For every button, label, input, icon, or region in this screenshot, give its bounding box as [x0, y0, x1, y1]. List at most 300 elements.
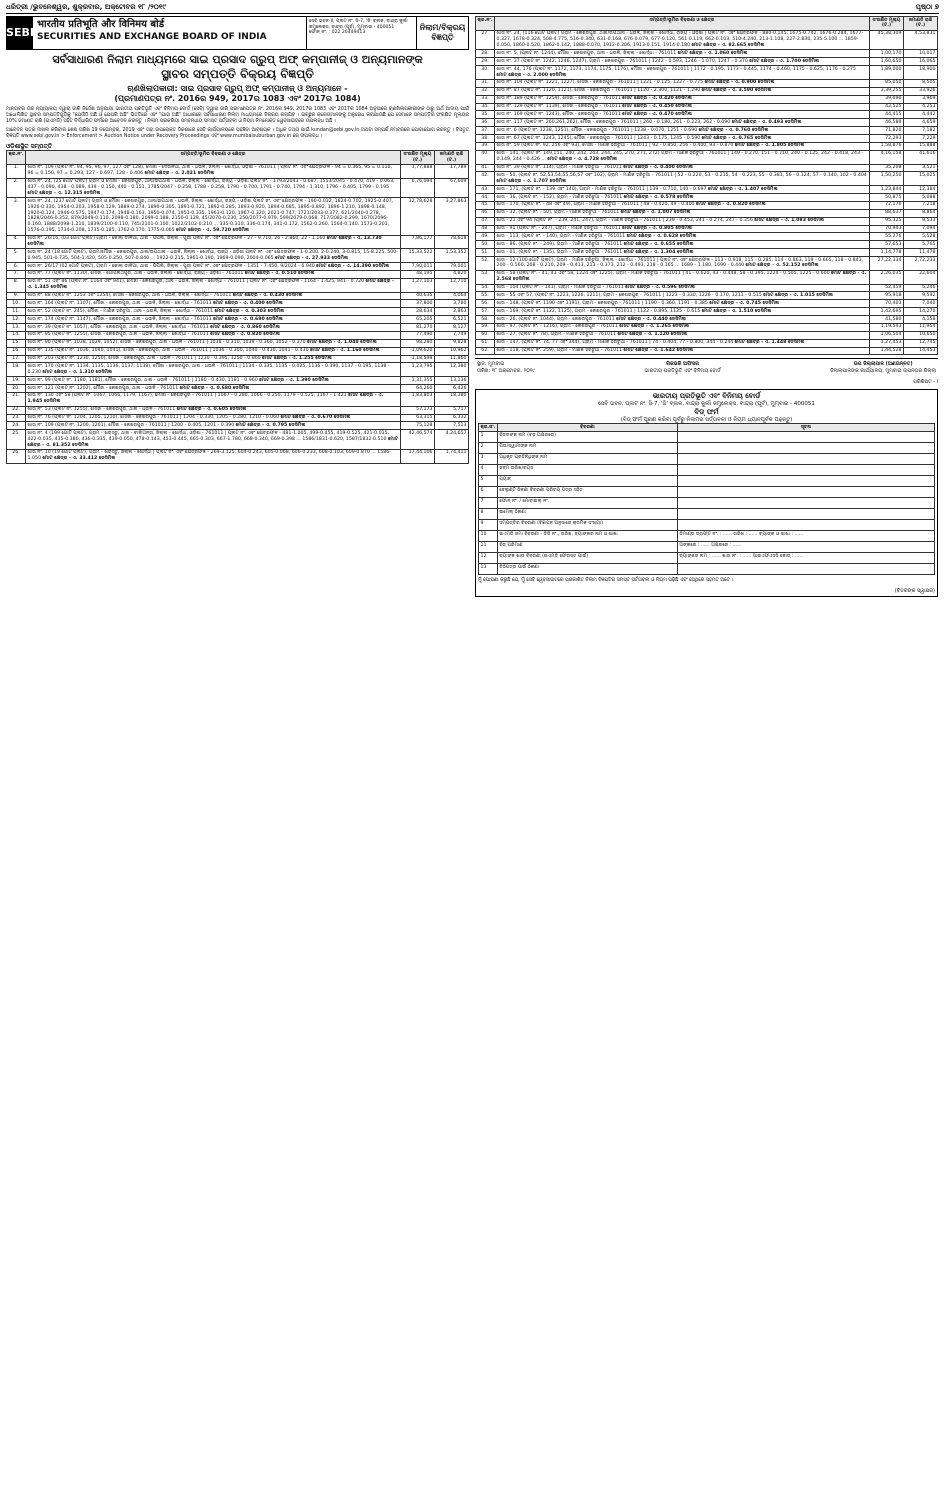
recovery-officer-org: ଭାରତୀୟ ପ୍ରତିଭୂତି ଏବଂ ବିନିମୟ ବୋର୍ଡ	[644, 367, 721, 374]
emd-amount: 9,828	[435, 339, 469, 347]
property-row	[7, 392, 469, 406]
reserve-price: 32,78,628	[401, 198, 435, 235]
property-row	[7, 270, 469, 278]
form-address: ସେବି ଭବନ, ପ୍ଲଟ ନଂ. ସି-7, 'ଜି' ବ୍ଲକ, ବାନ୍ଦ୍ରା କୁର୍ଲା କମ୍ପ୍ଲେକ୍ସ, ବାନ୍ଦ୍ରା (ପୂର୍ବ), ମୁମ୍ବାଇ - 400051	[598, 400, 815, 407]
property-desc-text: ଖାତା ନଂ. 4 (199 ଗୋଟି ପ୍ଲଟ), ଗ୍ରାମ - ଖରାସ୍ତୁ, ଥାନା - ବାଲିଅନ୍ତା, ଜିଲ୍ଲା - ଖୋର୍ଦ୍ଧା, ଓଡ଼ିଶା - 761011 | ପ୍ଲଟ ନଂ. ଏବଂ କ୍ଷେତ୍ରଫଳ - 481-1.005, 499-0.455, 419-0.525, 421-0.035, 422-0.035, 435-0.380, 436-0.335, 439-0.050, 478-0.143, 453-0.445, 665-0.303, 667-1.780, 668-0.340, 669-0.398 ... 1586/1831-0.620, 1587/1832-0.510	[27, 430, 390, 442]
emd-amount: 1,53,352	[435, 249, 469, 263]
property-sl: 50.	[476, 241, 495, 249]
form-row	[479, 531, 935, 542]
reserve-price: 1,83,803	[401, 392, 435, 406]
property-sl: 8.	[7, 278, 26, 292]
reserve-price: 35,208	[870, 164, 904, 172]
form-value-field[interactable]	[677, 454, 934, 465]
form-sl: 6	[479, 487, 498, 498]
reserve-price: 1,50,250	[870, 172, 904, 186]
form-value-field[interactable]	[677, 509, 934, 520]
property-sl: 34.	[476, 103, 495, 111]
property-desc	[495, 217, 870, 225]
property-desc-text: ଖାତା - 21 ଏବଂ 94 (ପ୍ଲଟ ନଂ. - 239, 241, 247), ଗ୍ରାମ - ମାଣିକ ହରିଚୁଆ - 761011 | 239 - 0.453, 241 - 0.274, 247 - 0.356	[496, 218, 753, 224]
property-total-area: ମୋଟ କ୍ଷେତ୍ର - ଏ. 1.805 ଡେସିମିଲ	[734, 143, 805, 149]
reserve-price: 1,27,103	[401, 278, 435, 292]
reserve-price: 1,00,170	[870, 50, 904, 58]
property-desc	[26, 385, 401, 393]
property-row	[476, 50, 938, 58]
emd-amount: 18,380	[435, 392, 469, 406]
property-desc-text: ଖାତା ନଂ. 203 (ପ୍ଲଟ ନଂ. 1230, 1250), ମୌଜା - କେଶରପୁର, ଥାନା - ଧଉଳି - 761011 | 1230 - 0.395, 1250 - 0.860	[27, 356, 261, 362]
emd-amount: 5,765	[904, 241, 938, 249]
property-desc	[26, 270, 401, 278]
emd-amount: 3,969	[904, 95, 938, 103]
form-value-field[interactable]	[677, 487, 934, 498]
property-row	[476, 257, 938, 271]
property-desc	[26, 178, 401, 198]
property-sl: 29.	[476, 58, 495, 66]
form-label: ପ୍ୟାନ୍	[497, 476, 677, 487]
property-row	[7, 316, 469, 324]
property-desc	[495, 111, 870, 119]
property-total-area: ମୋଟ କ୍ଷେତ୍ର - ଏ. 0.655 ଡେସିମିଲ	[623, 241, 694, 247]
form-label: ବିଡରଙ୍କ ନାମ (ବଡ଼ ଅକ୍ଷରରେ)	[497, 432, 677, 443]
bid-form	[475, 389, 938, 597]
property-sl: 2.	[7, 178, 26, 198]
form-value-field[interactable]	[677, 520, 934, 531]
form-row	[479, 454, 935, 465]
property-desc	[495, 119, 870, 127]
property-desc-text: ଖାତା ନଂ. 95 (ପ୍ଲଟ ନଂ. 1255), ମୌଜା - କେଶରପୁର, ଥାନା - ଧଉଳି, ଜିଲ୍ଲା - ଖୋର୍ଦ୍ଧା - 761011	[27, 332, 209, 338]
property-desc	[26, 449, 401, 463]
place-text: ସ୍ଥାନ: ମୁମ୍ବାଇ	[477, 361, 505, 368]
property-total-area: ମୋଟ କ୍ଷେତ୍ର - ଏ. 4.728 ଡେସିମିଲ	[547, 157, 618, 163]
property-row	[476, 164, 938, 172]
property-row	[7, 178, 469, 198]
property-desc-text: ଖାତା - 55 ଏବଂ 57, (ପ୍ଲଟ ନଂ. 1223, 1226, 1211), ଗ୍ରାମ - କେଶରପୁର - 761011 | 1223 - 0.330, 1226 - 0.170, 1211 - 0.515	[496, 292, 762, 298]
property-row	[7, 406, 469, 414]
form-value-field[interactable]	[677, 476, 934, 487]
property-total-area: ମୋଟ କ୍ଷେତ୍ର - ଏ. 1.700 ଡେସିମିଲ	[749, 58, 820, 64]
property-total-area: ମୋଟ କ୍ଷେତ୍ର - ଏ. 59.720 ଡେସିମିଲ	[176, 228, 250, 234]
property-desc-text: ଖାତା - 118, (ପ୍ଲଟ ନଂ. 259), ଗ୍ରାମ - ମାଣିକ ହରିଚୁଆ - 761011	[496, 348, 623, 353]
property-total-area: ମୋଟ କ୍ଷେତ୍ର - ଏ. 2.000 ଡେସିମିଲ	[496, 72, 567, 78]
emd-amount: 10,962	[435, 347, 469, 355]
property-desc	[495, 79, 870, 87]
emd-amount: 4,253	[904, 103, 938, 111]
property-total-area: ମୋଟ କ୍ଷେତ୍ର - ଏ. 14.390 ଡେସିମିଲ	[316, 263, 390, 269]
property-total-area: ମୋଟ କ୍ଷେତ୍ର - ଏ. 0.795 ଡେସିମିଲ	[235, 422, 306, 428]
property-total-area: ମୋଟ କ୍ଷେତ୍ର - ଏ. 3.590 ଡେସିମିଲ	[701, 88, 772, 94]
page-number: ପୃଷ୍ଠା ୭	[915, 3, 939, 12]
form-value-field[interactable]: ବ୍ୟାଙ୍କର ନାମ : ...... ଖାତା ନଂ. : ...... ଆଇଏଫଏସସି କୋଡ୍ : ......	[677, 553, 934, 564]
property-sl: 49.	[476, 233, 495, 241]
property-desc-text: ଖାତା ନଂ. 135 (ପ୍ଲଟ ନଂ. 1036, 1040, 1041), ମୌଜା - କେଶରପୁର, ଥାନା - ଧଉଳି - 761011 | 1036 - 0.300, 1040 - 0.430, 1041 - 0.430	[27, 348, 309, 354]
property-row	[7, 422, 469, 430]
property-desc-text: ଖାତା - 113, (ପ୍ଲଟ ନଂ. - 140), ଗ୍ରାମ - ମାଣିକ ହରିଚୁଆ - 761011	[496, 233, 626, 239]
property-sl: 6.	[7, 263, 26, 271]
property-row	[476, 66, 938, 80]
property-row	[7, 292, 469, 300]
reserve-price: 39,690	[870, 95, 904, 103]
emd-amount: 33,926	[904, 87, 938, 95]
reserve-price: 72,293	[870, 135, 904, 143]
property-total-area: ମୋଟ କ୍ଷେତ୍ର - ଏ. 1.510 ଡେସିମିଲ	[701, 308, 772, 314]
form-sl: 7	[479, 498, 498, 509]
form-value-field[interactable]	[677, 465, 934, 476]
property-sl: 40.	[476, 150, 495, 164]
form-row	[479, 432, 935, 443]
form-value-field[interactable]	[677, 443, 934, 454]
property-sl: 13.	[7, 324, 26, 332]
property-desc-text: ଖାତା - 147, (ପ୍ଲଟ ନଂ. 74, 77 ଏବଂ 344), ଗ୍ରାମ - ମାଣିକ ହରିଚୁଆ - 761011 | 74 - 0.404, 77 - 0.800, 344 - 0.244	[496, 340, 734, 346]
reserve-price: 70,403	[870, 300, 904, 308]
property-sl: 48.	[476, 225, 495, 233]
reserve-price: 1,77,888	[401, 164, 435, 178]
property-sl: 26.	[7, 449, 26, 463]
emd-amount: 5,246	[904, 284, 938, 292]
property-sl: 62.	[476, 347, 495, 355]
signature-block	[475, 358, 938, 376]
property-desc	[495, 186, 870, 194]
property-total-area: ମୋଟ କ୍ଷେତ୍ର - ଏ. 0.628 ଡେସିମିଲ	[626, 233, 697, 239]
emd-amount: 4,442	[904, 111, 938, 119]
property-total-area: ମୋଟ କ୍ଷେତ୍ର - ଏ. 0.470 ଡେସିମିଲ	[622, 111, 692, 117]
property-row	[476, 225, 938, 233]
property-desc	[495, 194, 870, 202]
property-desc-text: ଖାତା - 148, (ପ୍ଲଟ ନଂ. 1190 ଏବଂ 1191), ଗ୍ରାମ - କେଶରପୁର - 761011 | 1190 - 0.360, 1191 - 0.385	[496, 300, 708, 306]
emd-amount: 4,53,831	[904, 30, 938, 50]
form-sl: 2	[479, 443, 498, 454]
sebi-logo: SEBI	[7, 17, 33, 49]
property-desc	[26, 392, 401, 406]
property-desc-text: ଖାତା - 141, (ପ୍ଲଟ ନଂ. 149,151, 240, 242, 243, 244, 245, 270, 271, 272) ଗ୍ରାମ - ମାଣିକ ହରିଚୁଆ - 761011 | 149 - 0.270, 151 - 0.710, 240 - 0.125, 242 - 0.418, 243 - 0.149, 244 - 0.426 ...	[496, 151, 864, 163]
property-row	[7, 164, 469, 178]
property-desc-text: ଖାତା ନଂ. 52 (ପ୍ଲଟ ନଂ. 245), ମୌଜା - ମାଣିକ ହରିଚୁଆ, ଥାନା - ଧଉଳି, ଜିଲ୍ଲା - ଖୋର୍ଦ୍ଧା - 761011	[27, 308, 214, 314]
property-desc	[26, 249, 401, 263]
form-label: ଚିଠିପତ୍ର ପାଇଁ ଠିକଣା	[497, 564, 677, 575]
emd-amount: 3,27,863	[435, 198, 469, 235]
reserve-price: 85,050	[870, 79, 904, 87]
property-row	[7, 249, 469, 263]
property-total-area: ମୋଟ କ୍ଷେତ୍ର - ଏ. 1.007 ଡେସିମିଲ	[620, 210, 691, 216]
property-sl: 9.	[7, 292, 26, 300]
col-sl: କ୍ର.ନଂ.	[476, 17, 495, 31]
property-total-area: ମୋଟ କ୍ଷେତ୍ର - ଏ. 1.265 ଡେସିମିଲ	[619, 324, 690, 330]
property-desc-text: ଖାତା ନଂ. 5, (ପ୍ଲଟ ନଂ. 1244), ମୌଜା - କେଶରପୁର, ଥାନା - ଧଉଳି, ଜିଲ୍ଲା - ଖୋର୍ଦ୍ଧା - 761011	[496, 50, 677, 56]
property-row	[476, 209, 938, 217]
emd-amount: 5,528	[904, 233, 938, 241]
form-sl: 3	[479, 454, 498, 465]
form-sl: 5	[479, 476, 498, 487]
property-sl: 54.	[476, 284, 495, 292]
form-row	[479, 542, 935, 553]
reserve-price: 55,276	[870, 233, 904, 241]
property-total-area: ମୋଟ କ୍ଷେତ୍ର - ଏ. 1.083 ଡେସିମିଲ	[754, 218, 825, 224]
property-row	[476, 316, 938, 324]
property-desc	[495, 95, 870, 103]
emd-amount: 10,017	[904, 50, 938, 58]
sebi-address	[306, 17, 416, 49]
property-desc-text: ଖାତା ନଂ. 174 (ପ୍ଲଟ ନଂ. 1147), ମୌଜା - କେଶରପୁର, ଥାନା - ଧଉଳି, ଜିଲ୍ଲା - ଖୋର୍ଦ୍ଧା - 761011	[27, 316, 212, 322]
property-sl: 14.	[7, 331, 26, 339]
property-total-area: ମୋଟ କ୍ଷେତ୍ର - ଏ. 0.860 ଡେସିମିଲ	[210, 324, 280, 330]
emd-amount: 11,954	[904, 323, 938, 331]
reserve-price: 1,31,355	[401, 377, 435, 385]
property-row	[7, 385, 469, 393]
property-sl: 41.	[476, 164, 495, 172]
reserve-price: 1,18,598	[401, 355, 435, 363]
form-label: ବେଲୁଣ୍ଟି ଠିକଣା ବିବରଣୀ ପରିଚୟ ପତ୍ର ସହିତ	[497, 487, 677, 498]
form-row	[479, 443, 935, 454]
property-row	[476, 331, 938, 339]
signature-left	[477, 361, 535, 374]
property-row	[7, 278, 469, 292]
property-desc-text: ଖାତା ନଂ. 24, (25 ଗୋଟି ପ୍ଲଟ) ଗ୍ରାମ ଓ ମୌଜା - କେଶରପୁର, ଥାନା/ଉପଥାନା - ଧଉଳି, ଜିଲ୍ଲା - ଖୋର୍ଦ୍ଧା, ରାଜ୍ୟ - ଓଡ଼ିଶା ପ୍ଲଟ ନଂ. - 1793/2043 - 0.687, 1553/2045 - 0.470, 419 - 0.063, 437 - 0.090, 438 - 0.089, 439 - 0.150, 440 - 0.151, 1785/2047 - 0.258, 1788 - 0.258, 1790 - 0.700, 1791 - 0.740, 1794 - 1.310, 1796 - 0.405, 1799 - 0.195	[27, 179, 395, 191]
property-sl: 28.	[476, 50, 495, 58]
property-row	[476, 241, 938, 249]
reserve-price: 44,415	[870, 111, 904, 119]
property-total-area: ମୋଟ କ୍ଷେତ୍ର - ଏ. 1.304 ଡେସିମିଲ	[623, 249, 694, 255]
property-desc-text: ଖାତା ନଂ. 67 (ପ୍ଲଟ ନଂ. 1243, 1245), ମୌଜା - କେଶରପୁର - 761011 | 1243 - 0.175, 1245 - 0.590	[496, 135, 701, 141]
property-row	[476, 323, 938, 331]
property-sl: 25.	[7, 430, 26, 450]
reserve-price: 1,89,000	[870, 66, 904, 80]
property-desc	[495, 150, 870, 164]
right-column	[475, 16, 938, 1496]
property-desc	[495, 331, 870, 339]
form-row	[479, 498, 935, 509]
property-total-area: ମୋଟ କ୍ଷେତ୍ର - ଏ. 1.448 ଡେସିମିଲ	[734, 340, 805, 346]
property-desc-text: ଖାତା - 104 (ପ୍ଲଟ ନଂ. - 141), ଗ୍ରାମ - ମାଣିକ ହରିଚୁଆ - 761011	[496, 285, 624, 290]
emd-amount: 41,616	[904, 150, 938, 164]
reserve-price: 15,33,522	[401, 249, 435, 263]
reserve-price: 81,270	[401, 324, 435, 332]
property-desc-text: ଖାତା ନଂ. 6 (ପ୍ଲଟ ନଂ. 1238, 1251), ମୌଜା - କେଶରପୁର - 761011 | 1238 - 0.070, 1251 - 0.690	[496, 127, 698, 133]
property-sl: 60.	[476, 331, 495, 339]
emd-amount: 7,513	[435, 422, 469, 430]
intro-paragraph-2: ଆବେଦନ ପତ୍ର ଦାଖଲ କରିବାର ଶେଷ ତାରିଖ 19 ନଭେମ୍ବର, 2019 ଏବଂ ତାହା ଉପରୋକ୍ତ ଠିକଣାରେ ସେବି କାର୍ଯ୍ୟାଳୟରେ ପହଞ୍ଚିବା ଆବଶ୍ୟକ । ଅଧିକ ତଥ୍ୟ ପାଇଁ kundan@sebi.gov.in ଅଥବା ସମ୍ପର୍କ ନମ୍ବରରେ ଯୋଗାଯୋଗ କରନ୍ତୁ । ବିସ୍ତୃତ ବିଜ୍ଞପ୍ତି www.sebi.gov.in > Enforcement > Auction Notice under Recovery Proceedings ଏବଂ www.mumbaisuburban.gov.in ରେ ଉପଲବ୍ଧ ।	[6, 127, 469, 139]
property-desc-text: ଖାତା ନଂ. 169 (ପ୍ଲଟ ନଂ. 1243), ମୌଜା - କେଶରପୁର - 761011	[496, 111, 621, 117]
bid-form-table	[478, 423, 935, 575]
property-sl: 22.	[7, 406, 26, 414]
property-desc	[495, 270, 870, 284]
property-total-area: ମୋଟ କ୍ଷେତ୍ର - ଏ. 27.933 ଡେସିମିଲ	[275, 255, 349, 261]
property-total-area: ମୋଟ କ୍ଷେତ୍ର - ଏ. 0.450 ଡେସିମିଲ	[622, 104, 692, 109]
property-desc-text: ଖାତା ନଂ. 59 (ପ୍ଲଟ ନଂ. 92, 256 ଏବଂ 93), ମୌଜା - ମାଣିକ ହରିଚୁଆ - 761011 | 92 - 0.850, 256 - 0.400, 93 - 0.870	[496, 143, 734, 149]
form-heading: ବିଡ୍ ଫର୍ମ	[694, 407, 719, 416]
emd-amount: 22,604	[904, 270, 938, 284]
property-desc	[495, 316, 870, 324]
property-sl: 58.	[476, 316, 495, 324]
property-desc	[26, 198, 401, 235]
property-desc-text: ଖାତା ନଂ. 37 (ପ୍ଲଟ ନଂ. 1242, 1246, 1247), ଗ୍ରାମ - କେଶରପୁର - 761011 | 1242 - 0.593, 1246 - 1.070, 1247 - 0.370	[496, 58, 748, 64]
notice-subtitle: ସ୍ଥାବର ସମ୍ପତ୍ତି ବିକ୍ରୟ ବିଜ୍ଞପ୍ତି	[161, 66, 314, 81]
property-total-area: ମୋଟ କ୍ଷେତ୍ର - ଏ. 1.160 ଡେସିମିଲ	[310, 348, 380, 354]
property-desc	[26, 355, 401, 363]
emd-amount: 12,745	[904, 339, 938, 347]
property-total-area: ମୋଟ କ୍ଷେତ୍ର - ଏ. 1.945 ଡେସିମିଲ	[27, 393, 384, 405]
form-row	[479, 476, 935, 487]
property-total-area: ମୋଟ କ୍ଷେତ୍ର - ଏ. 1.390 ଡେସିମିଲ	[259, 377, 329, 383]
property-sl: 51.	[476, 249, 495, 257]
property-total-area: ମୋଟ କ୍ଷେତ୍ର - ଏ. 2.568 ଡେସିମିଲ	[496, 271, 867, 283]
property-sl: 59.	[476, 323, 495, 331]
sebi-name-hindi: भारतीय प्रतिभूति और विनिमय बोर्ड	[37, 19, 165, 30]
reserve-price: 1,23,795	[401, 363, 435, 377]
property-desc	[495, 66, 870, 80]
emd-amount: 7,749	[435, 331, 469, 339]
property-desc	[26, 316, 401, 324]
reserve-price: 64,260	[401, 385, 435, 393]
property-total-area: ମୋଟ କ୍ଷେତ୍ର - ଏ. 0.745 ଡେସିମିଲ	[709, 300, 780, 306]
property-row	[476, 111, 938, 119]
property-desc-text: ଖାତା ନଂ. 24 (18 ଗୋଟି ପ୍ଲଟ), ଗ୍ରାମ/ମୌଜା - କେଶରପୁର, ଥାନା/ଉପଥାନା - ଧଉଳି, ଜିଲ୍ଲା - ଖୋର୍ଦ୍ଧା, ରାଜ୍ୟ - ଓଡ଼ିଶା ପ୍ଲଟ ନଂ. ଏବଂ କ୍ଷେତ୍ରଫଳ - 1-0.200, 2-0.240, 3-0.815, 15-8.225, 500-0.945, 501-0.735, 504-1.420, 505-0.250, 507-0.840 ... 1922-0.215, 1961-0.190, 1969-0.090, 2004-0.065	[27, 249, 398, 261]
property-desc	[495, 201, 870, 209]
emd-amount: 6,521	[435, 316, 469, 324]
form-col-label: ବିବରଣୀ	[497, 424, 677, 432]
property-sl: 17.	[7, 355, 26, 363]
property-desc	[26, 339, 401, 347]
form-label: ବିଡ୍ ପରିମାଣ	[497, 542, 677, 553]
property-desc-text: ଖାତା ନଂ. 129 (ପ୍ଲଟ ନଂ. 1139), ମୌଜା - କେଶରପୁର - 761011	[496, 104, 621, 109]
property-desc	[26, 278, 401, 292]
emd-amount: 7,040	[904, 300, 938, 308]
property-total-area: ମୋଟ କ୍ଷେତ୍ର - ଏ. 2.021 ଡେସିମିଲ	[144, 171, 215, 177]
property-desc	[495, 87, 870, 95]
property-sl: 3.	[7, 198, 26, 235]
emd-amount: 2,72,233	[904, 257, 938, 271]
property-desc	[495, 323, 870, 331]
property-total-area: ମୋଟ କ୍ଷେତ୍ର - ଏ. 0.596 ଡେସିମିଲ	[625, 285, 695, 290]
reserve-price: 27,22,334	[870, 257, 904, 271]
emd-amount: 2,863	[435, 308, 469, 316]
reserve-price: 52,459	[870, 284, 904, 292]
sebi-name	[33, 17, 306, 49]
property-desc-text: ଖାତା - 86, (ପ୍ଲଟ ନଂ. - 249), ଗ୍ରାମ - ମାଣିକ ହରିଚୁଆ - 761011	[496, 241, 623, 247]
reserve-price: 57,653	[870, 241, 904, 249]
property-sl: 47.	[476, 217, 495, 225]
reserve-price: 98,280	[401, 339, 435, 347]
property-sl: 43.	[476, 186, 495, 194]
reserve-price: 50,875	[870, 194, 904, 202]
form-value-field[interactable]: ଅଙ୍କରେ : ...... ଅକ୍ଷରରେ : ......	[677, 542, 934, 553]
form-sl: 11	[479, 542, 498, 553]
form-value-field[interactable]	[677, 564, 934, 575]
emd-amount: 4,158	[904, 316, 938, 324]
property-total-area: ମୋଟ କ୍ଷେତ୍ର - ଏ. 0.900 ଡେସିମିଲ	[704, 80, 775, 86]
property-desc	[26, 331, 401, 339]
property-total-area: ମୋଟ କ୍ଷେତ୍ର - ଏ. 1.345 ଡେସିମିଲ	[27, 279, 395, 291]
reserve-price: 1,09,620	[401, 347, 435, 355]
property-row	[476, 347, 938, 355]
property-desc-text: ଖାତା ନଂ. 26/16, (03 ଗୋଟି ପ୍ଲଟ) ଗ୍ରାମ - କୋଲା ଡାଳିଆ, ଥାନା - ପିପିଲି, ଜିଲ୍ଲା - ପୁରୀ ପ୍ଲଟ ନଂ. ଏବଂ କ୍ଷେତ୍ରଫଳ - 27 - 9.710, 26 - 2.860, 22 - 1.160	[27, 236, 326, 242]
property-row	[476, 79, 938, 87]
property-sl: 57.	[476, 308, 495, 316]
form-note: (ବିଡ୍ ଫର୍ମ ପୂରଣ କରିବା ପୂର୍ବରୁ ନିଲାମର ସର୍ତ୍ତାବଳୀ ଓ ନିୟମ ଧ୍ୟାନପୂର୍ବକ ପଢ଼ନ୍ତୁ)	[620, 416, 793, 423]
form-value-field[interactable]	[677, 432, 934, 443]
property-desc	[495, 300, 870, 308]
property-desc-text: ଖାତା - 171, (ପ୍ଲଟ ନଂ. - 139 ଏବଂ 140), ଗ୍ରାମ - ମାଣିକ ହରିଚୁଆ - 761011 | 139 - 0.710, 140 - 0.697	[496, 186, 707, 192]
property-sl: 20.	[7, 385, 26, 393]
property-sl: 19.	[7, 377, 26, 385]
property-total-area: ମୋଟ କ୍ଷେତ୍ର - ଏ. 1.707 ଡେସିମିଲ	[496, 178, 567, 184]
reserve-price: 1,23,844	[870, 186, 904, 194]
property-total-area: ମୋଟ କ୍ଷେତ୍ର - ଏ. 0.680 ଡେସିମିଲ	[179, 385, 250, 391]
property-sl: 33.	[476, 95, 495, 103]
property-desc-text: ଖାତା ନଂ. 10 (19 ଗୋଟି ପ୍ଲଟ), ଗ୍ରାମ - ଖରାସ୍ତୁ, ଜିଲ୍ଲା - ଖୋର୍ଦ୍ଧା | ପ୍ଲଟ ନଂ. ଏବଂ କ୍ଷେତ୍ରଫଳ - 269-3.125, 604-0.243, 605-0.068, 606-0.233, 608-0.103, 609-0.870 ... 1586-1.050	[27, 450, 391, 462]
reserve-price: 57,173	[401, 406, 435, 414]
emd-amount: 12,380	[435, 363, 469, 377]
form-title: ଭାରତୀୟ ପ୍ରତିଭୂତି ଏବଂ ବିନିମୟ ବୋର୍ଡ	[652, 392, 761, 401]
property-desc-text: ଖାତା - 170, (ପ୍ଲଟ ନଂ. - 48 ଏବଂ 49), ଗ୍ରାମ - ମାଣିକ ହରିଚୁଆ - 761011 | 48 - 0.420, 49 - 0.400	[496, 202, 695, 208]
reserve-price: 2,26,035	[870, 270, 904, 284]
property-desc-text: ଖାତା ନଂ. 39 (ପ୍ଲଟ ନଂ. 1057), ମୌଜା - କେଶରପୁର, ଥାନା - ଧଉଳି, ଜିଲ୍ଲା - ଖୋର୍ଦ୍ଧା - 761011	[27, 324, 209, 330]
property-desc	[26, 414, 401, 422]
property-sl: 21.	[7, 392, 26, 406]
reserve-price: 1,42,695	[870, 308, 904, 316]
form-sl: 9	[479, 520, 498, 531]
annexure-label: ପରିଶିଷ୍ଟ - I	[913, 378, 938, 385]
emd-amount: 67,609	[435, 178, 469, 198]
property-desc	[26, 164, 401, 178]
signature-middle	[644, 361, 720, 374]
collector-office: ଜିଲ୍ଲାପାଳଙ୍କ କାର୍ଯ୍ୟାଳୟ, ମୁମ୍ବାଇ ଉପନଗର ଜିଲ୍ଲା	[830, 367, 936, 374]
notice-tag: ନିଲାମ/ବିକ୍ରୟ ବିଜ୍ଞପ୍ତି	[416, 17, 468, 49]
property-total-area: ମୋଟ କ୍ଷେତ୍ର - ଏ. 1.060 ଡେସିମିଲ	[677, 50, 748, 56]
col-reserve-price: ସଂରକ୍ଷିତ ମୂଲ୍ୟ (ଟ.)	[870, 17, 904, 31]
emd-amount: 7,094	[904, 225, 938, 233]
form-sl: 12	[479, 553, 498, 564]
property-sl: 7.	[7, 270, 26, 278]
emd-amount: 14,270	[904, 308, 938, 316]
property-desc	[495, 127, 870, 135]
property-desc	[26, 430, 401, 450]
property-sl: 37.	[476, 127, 495, 135]
form-label: ବ୍ୟାଙ୍କ ଖାତା ବିବରଣୀ (ଇଏମଡି ଫେରସ୍ତ ପାଇଁ)	[497, 553, 677, 564]
property-desc	[26, 422, 401, 430]
form-row	[479, 553, 935, 564]
property-desc-text: ଖାତା ନଂ. 76 (ପ୍ଲଟ ନଂ. 1204, 1205, 1210), ମୌଜା - କେଶରପୁର - 761011 | 1204 - 0.330, 1205 - 0.280, 1210 - 0.060	[27, 415, 280, 421]
property-desc	[495, 30, 870, 50]
form-value-field[interactable]: ଡିମାଣ୍ଡ ଡ୍ରାଫ୍ଟ ନଂ. : ...... ତାରିଖ : ...... ବ୍ୟାଙ୍କ ଓ ଶାଖା : ......	[677, 531, 934, 542]
form-value-field[interactable]	[677, 498, 934, 509]
reserve-price: 95,325	[870, 217, 904, 225]
property-sl: 11.	[7, 308, 26, 316]
form-sl: 10	[479, 531, 498, 542]
property-row	[476, 339, 938, 347]
form-label: ସମ୍ପତ୍ତିର ବିବରଣୀ (ବିଜ୍ଞାପନ ଅନୁସାରେ କ୍ରମିକ ସଂଖ୍ୟା)	[497, 520, 677, 531]
property-desc	[26, 363, 401, 377]
reserve-price: 88,637	[870, 209, 904, 217]
property-row	[7, 300, 469, 308]
emd-amount: 4,24,657	[435, 430, 469, 450]
property-sl: 23.	[7, 414, 26, 422]
emd-amount: 8,864	[904, 209, 938, 217]
property-row	[476, 142, 938, 150]
property-total-area: ମୋଟ କ୍ଷେତ୍ର - ଏ. 1.015 ଡେସିମିଲ	[763, 292, 833, 298]
reserve-price: 3,39,255	[870, 87, 904, 95]
newspaper-masthead: ଧରିତ୍ରୀ ‌/ଭୁବନେଶ୍ୱର, ଶୁକ୍ରବାର, ଅକ୍ଟୋବର ୧୮ /୨୦୧୯	[6, 3, 166, 12]
property-desc	[495, 347, 870, 355]
property-total-area: ମୋଟ କ୍ଷେତ୍ର - ଏ. 0.510 ଡେସିମିଲ	[244, 271, 315, 277]
form-label: ଫୋନ୍ ନଂ. / ମୋବାଇଲ୍ ନଂ.	[497, 498, 677, 509]
property-desc-text: ଖାତା ନଂ. 24, (237 ଗୋଟି ପ୍ଲଟ) ଗ୍ରାମ ଓ ମୌଜା - କେଶରପୁର, ଥାନା/ଉପଥାନା - ଧଉଳି, ଜିଲ୍ଲା - ଖୋର୍ଦ୍ଧା, ରାଜ୍ୟ - ଓଡ଼ିଶା ପ୍ଲଟ ନଂ. ଏବଂ କ୍ଷେତ୍ରଫଳ - 190-0.032, 1824-0.702, 1925-0.407, 1926-0.330, 1954-0.203, 1958-0.129, 1889-0.274, 1890-0.305, 1891-0.721, 1892-0.285, 1893-0.920, 1894-0.685, 1895-0.892, 1896-1.210, 1898-0.148, 1920-0.124, 1946-0.575, 1947-0.174, 1948-0.163, 1950-0.074, 1951-0.335, 1963-0.120, 1967-0.320, 2021-0.747, 1721/2033-0.377, 621/2040-0.278, 1828/2046-0.252, 879/2049-0.110, 2098-0.180, 2099-0.188, 2150-0.129, 45/2070-0.230, 250/2077-0.979, 599/2079-0.068, 717/2082-0.299, 1670/2096-0.160, 1888/2098-1.210, 1839/2100-0.110, 745/2101-0.100, 1022/2102-0.210 ... 335-0.310, 336-0.174, 341-0.172, 1562-0.260, 1564-0.140, 1573-0.201, 1576-0.195, 1734-0.208, 1735-0.185, 1762-0.170, 1775-0.065	[27, 198, 394, 234]
property-row	[7, 449, 469, 463]
reserve-price: 46,589	[870, 119, 904, 127]
property-desc	[495, 233, 870, 241]
emd-amount: 6,332	[435, 414, 469, 422]
reserve-price: 45,38,309	[870, 30, 904, 50]
property-sl: 44.	[476, 194, 495, 202]
recovery-officer: ରିକଭରି ଅଫିସର	[666, 361, 699, 368]
property-desc	[495, 172, 870, 186]
